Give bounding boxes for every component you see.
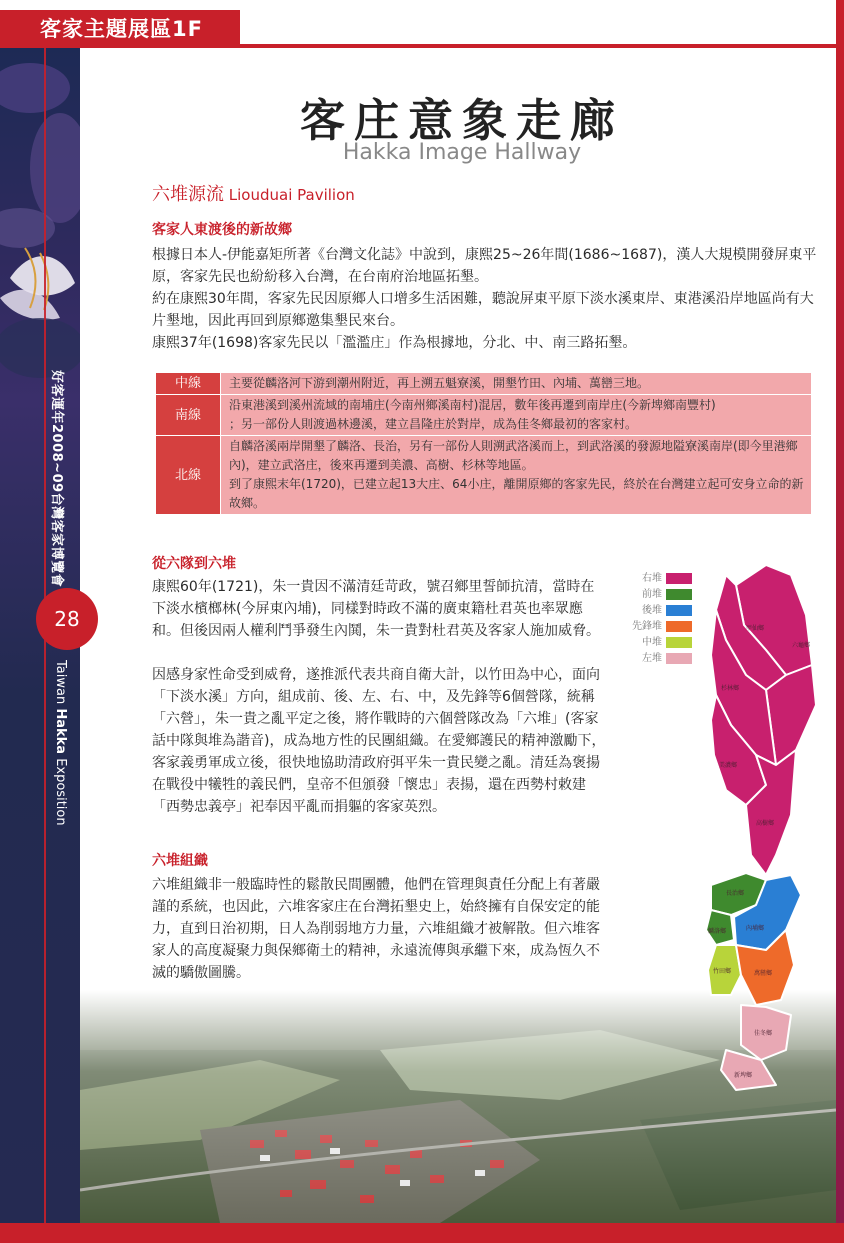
label-xinpi: 新埤鄉 (734, 1072, 753, 1079)
route-line: 自麟洛溪兩岸開墾了麟洛、長治，另有一部份人則溯武洛溪而上，到武洛溪的發源地隘寮溪南岸(即今里港鄉內)，建立武洛庄，後來再遷到美濃、高樹、杉林等地區。 (229, 439, 798, 472)
heading-six-teams: 從六隊到六堆 (152, 556, 236, 572)
legend-label: 右堆 (642, 573, 662, 584)
route-table (155, 372, 812, 515)
label-jiadong: 佳冬鄉 (754, 1030, 773, 1037)
route-desc (221, 436, 812, 515)
liouduai-district-map (616, 555, 842, 1095)
paragraph-zhu-yigui: 康熙60年(1721)，朱一貴因不滿清廷苛政，號召鄉里誓師抗清，當時在下淡水檳榔林(今屏東內埔)，同樣對時政不滿的廣東籍杜君英也率眾應和。但後因兩人權利鬥爭發生內鬨，朱一貴對杜君英及客家人施加威脅。 (152, 579, 600, 639)
legend-label: 中堆 (642, 637, 662, 648)
expo-en-prefix: Taiwan (53, 660, 68, 709)
route-row-north (156, 436, 812, 515)
heading-en: Liouduai Pavilion (224, 186, 355, 204)
label-wanluan: 萬巒鄉 (754, 970, 773, 977)
label-jiaxian: 甲仙鄉 (746, 625, 765, 632)
route-line: 到了康熙末年(1720)，已建立起13大庄、64小庄，離開原鄉的客家先民，終於在台灣建立起可安身立命的新故鄉。 (229, 477, 804, 510)
route-desc (221, 395, 812, 436)
route-line: 沿東港溪到溪州流域的南埔庄(今南州鄉溪南村)混居，數年後再遷到南岸庄(今新埤鄉南豐村) (229, 398, 716, 412)
route-row-middle (156, 373, 812, 395)
heading-organization: 六堆組織 (152, 853, 208, 869)
label-zhutian: 竹田鄉 (713, 968, 732, 975)
route-label: 北線 (156, 436, 221, 515)
paragraph-3: 康熙37年(1698)客家先民以「濫濫庄」作為根據地，分北、中、南三路拓墾。 (152, 335, 637, 351)
legend-label: 前堆 (642, 589, 662, 600)
label-liugui: 六龜鄉 (792, 642, 811, 649)
route-line: ；另一部份人則渡過林邊溪，建立昌隆庄於對岸，成為佳冬鄉最初的客家村。 (229, 417, 638, 431)
page-number-badge: 28 (36, 588, 98, 650)
section-heading-liouduai (152, 180, 355, 206)
legend-label: 左堆 (642, 653, 662, 664)
section-tab: 客家主題展區1F (0, 10, 240, 48)
subheading-new-homeland: 客家人東渡後的新故鄉 (152, 222, 292, 238)
expo-en-suffix: Exposition (53, 754, 68, 826)
vertical-expo-title: 好客運年2008~09台灣客家博覽會 (49, 370, 64, 588)
page-title: 客庄意象走廊 (299, 94, 624, 147)
route-label: 中線 (156, 373, 221, 395)
legend-label: 後堆 (642, 605, 662, 616)
label-shanlin: 杉林鄉 (721, 685, 740, 692)
vertical-expo-title-en (44, 660, 68, 840)
label-neipu: 內埔鄉 (746, 925, 765, 932)
page-subtitle: Hakka Image Hallway (342, 140, 582, 165)
label-gaoshu: 高樹鄉 (756, 820, 775, 827)
lily-flower-artwork (0, 48, 80, 378)
label-meinong: 美濃鄉 (719, 762, 738, 769)
route-desc (221, 373, 812, 395)
route-row-south (156, 395, 812, 436)
route-label: 南線 (156, 395, 221, 436)
expo-en-bold: Hakka (53, 708, 68, 755)
paragraph-six-camps: 因感身家性命受到威脅，遂推派代表共商自衛大計，以竹田為中心，面向「下淡水溪」方向，組成前、後、左、右、中，及先鋒等6個營隊，統稱「六營」，朱一貴之亂平定之後，將作戰時的六個營隊改為「六堆」(客家話中隊與堆為諧音)，成為地方性的民團組織。在愛鄉護民的精神激勵下，客家義勇軍成立後，很快地協助清政府弭平朱一貴民變之亂。清廷為褒揚在戰役中犧牲的義民們，皇帝不但頒發「懷忠」表揚，還在西勢村敕建「西勢忠義亭」祀奉因平亂而捐軀的客家英烈。 (152, 667, 606, 815)
route-line: 主要從麟洛河下游到潮州附近，再上溯五魁寮溪，開墾竹田、內埔、萬巒三地。 (229, 376, 650, 390)
bottom-edge-bar (0, 1223, 844, 1243)
legend-label: 先鋒堆 (632, 621, 662, 632)
paragraph-2: 約在康熙30年間，客家先民因原鄉人口增多生活困難，聽說屏東平原下淡水溪東岸、東港溪沿岸地區尚有大片墾地，因此再回到原鄉邀集墾民來台。 (152, 291, 814, 329)
label-linluo: 麟洛鄉 (708, 928, 727, 935)
paragraph-organization: 六堆組織非一般臨時性的鬆散民間團體，他們在管理與責任分配上有著嚴謹的系統，也因此，六堆客家庄在台灣拓墾史上，始終擁有自保安定的能力，直到日治初期，日人為削弱地方力量，六堆組織才被解散。但六堆客家人的高度凝聚力與保鄉衛土的精神，永遠流傳與承繼下來，成為恆久不滅的驕傲圖騰。 (152, 877, 600, 981)
label-changzhi: 長治鄉 (726, 890, 745, 897)
paragraph-1: 根據日本人-伊能嘉矩所著《台灣文化誌》中說到，康熙25~26年間(1686~1687)，漢人大規模開發屏東平原，客家先民也紛紛移入台灣，在台南府治地區拓墾。 (152, 247, 817, 285)
top-rule (240, 44, 844, 48)
heading-cn: 六堆源流 (152, 184, 224, 205)
